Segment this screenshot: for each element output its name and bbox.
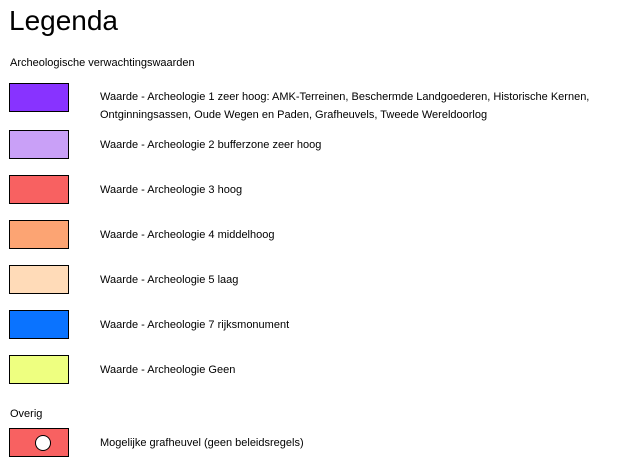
- legend-swatch: [9, 83, 69, 112]
- legend-item-label: Waarde - Archeologie Geen: [100, 364, 236, 376]
- legend-swatch: [9, 220, 69, 249]
- legend-item-label: Waarde - Archeologie 1 zeer hoog: AMK-Terreinen, Beschermde Landgoederen, Historische Kernen, Ontginningsassen, Oude Wegen en Paden, Grafheuvels, Tweede Wereldoorlog: [100, 91, 590, 121]
- legend-item-label: Waarde - Archeologie 2 bufferzone zeer hoog: [100, 139, 322, 151]
- legend-item-label: Waarde - Archeologie 7 rijksmonument: [100, 319, 290, 331]
- legend-swatch: [9, 310, 69, 339]
- legend-item-label: Waarde - Archeologie 5 laag: [100, 274, 239, 286]
- section-label-overig: Overig: [10, 408, 43, 420]
- legend-item-label: Waarde - Archeologie 4 middelhoog: [100, 229, 275, 241]
- legend-swatch: [9, 265, 69, 294]
- legend-item-label: Waarde - Archeologie 3 hoog: [100, 184, 243, 196]
- legend-swatch: [9, 175, 69, 204]
- legend-swatch: [9, 428, 69, 457]
- legend-swatch: [9, 130, 69, 159]
- legend-title: Legenda: [9, 5, 119, 36]
- legend-item-label: Mogelijke grafheuvel (geen beleidsregels): [100, 437, 304, 449]
- legend-swatch: [9, 355, 69, 384]
- circle-marker-icon: [35, 435, 51, 451]
- section-label-archeologische-verwachtingswaarden: Archeologische verwachtingswaarden: [10, 57, 195, 69]
